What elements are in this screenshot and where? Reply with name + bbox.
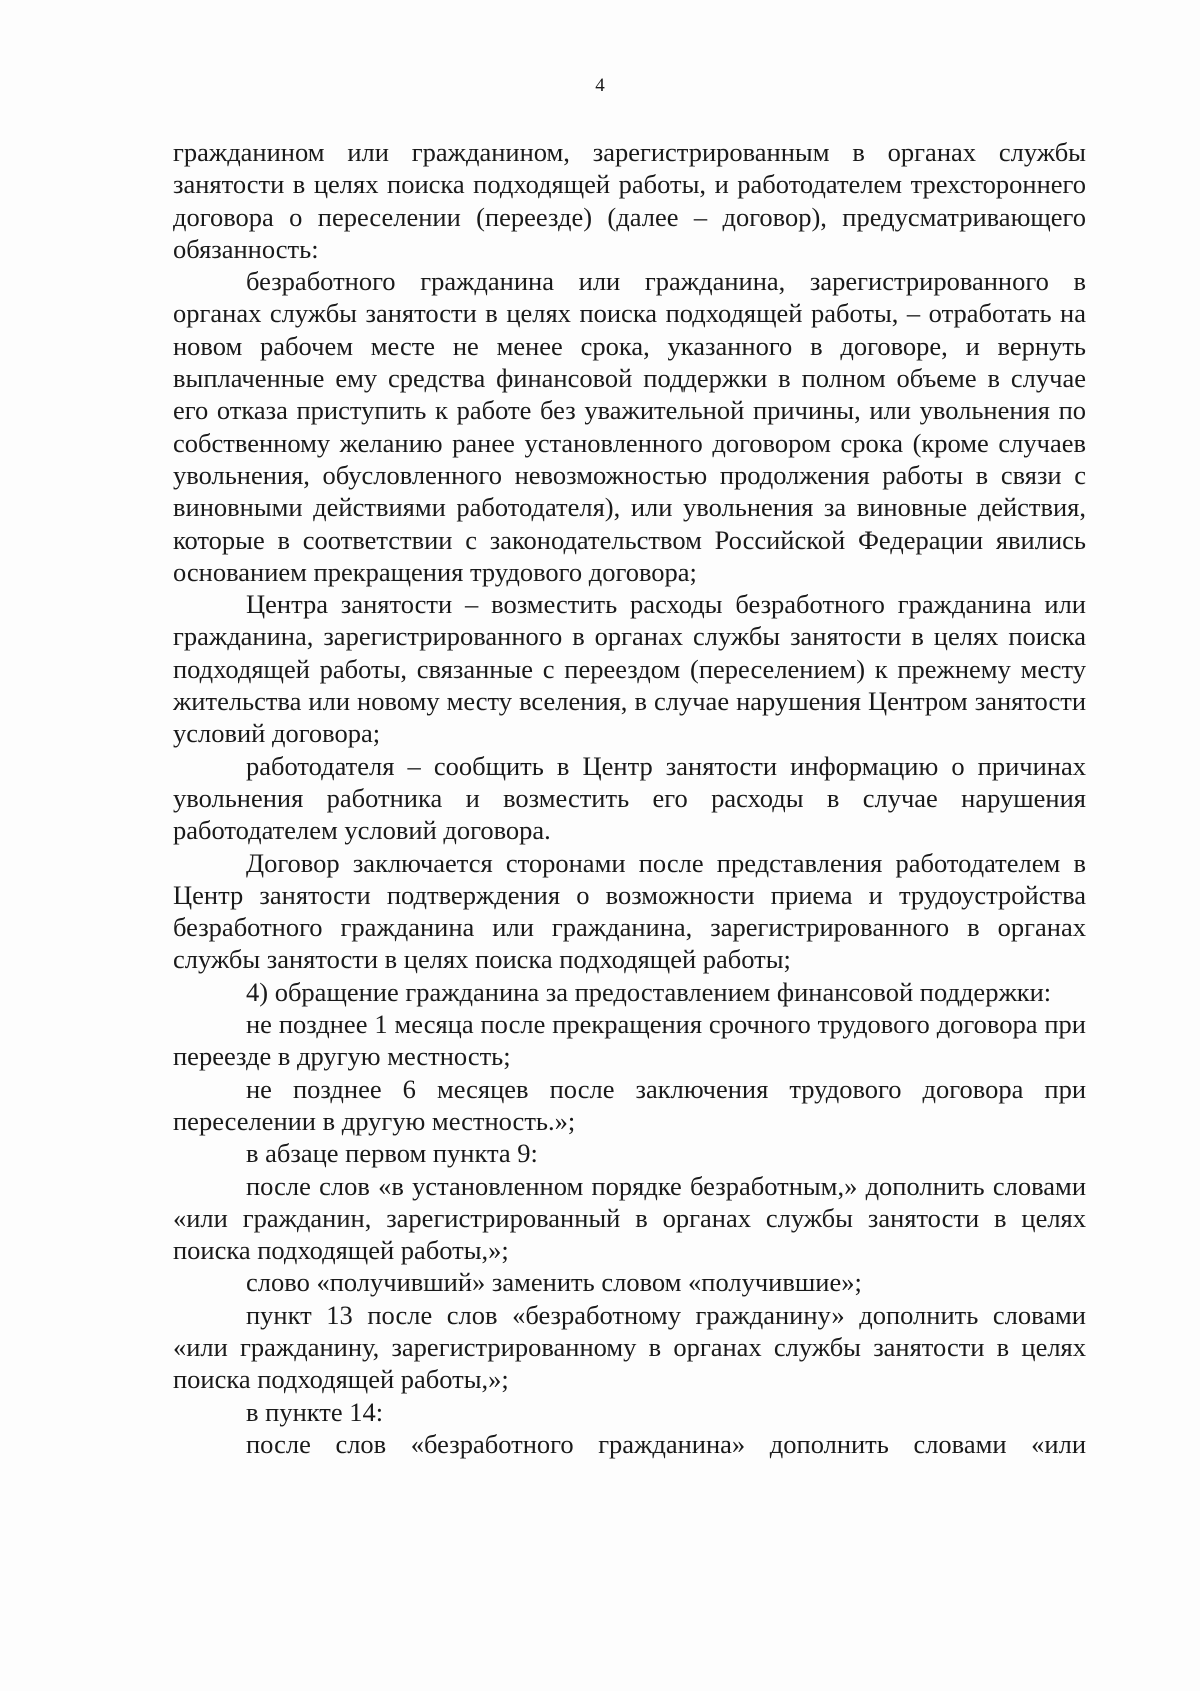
paragraph: Договор заключается сторонами после представления работодателем в Центр занятости подтверждения о возможности приема и трудоустройства безработного гражданина или гражданина, зарегистрированного в органах службы занятости в целях поиска подходящей работы; [173,847,1086,975]
page-number: 4 [595,75,605,96]
paragraph: работодателя – сообщить в Центр занятости информацию о причинах увольнения работника и возместить его расходы в случае нарушения работодателем условий договора. [173,750,1086,846]
paragraph: безработного гражданина или гражданина, зарегистрированного в органах службы занятости в целях поиска подходящей работы, – отработать на новом рабочем месте не менее срока, указанного в договоре, и вернуть выплаченные ему средства финансовой поддержки в полном объеме в случае его отказа приступить к работе без уважительной причины, или увольнения по собственному желанию ранее установленного договором срока (кроме случаев увольнения, обусловленного невозможностью продолжения работы в связи с виновными действиями работодателя), или увольнения за виновные действия, которые в соответствии с законодательством Российской Федерации явились основанием прекращения трудового договора; [173,266,1086,587]
paragraph: гражданином или гражданином, зарегистрированным в органах службы занятости в целях поиска подходящей работы, и работодателем трехстороннего договора о переселении (переезде) (далее – договор), предусматривающего обязанность: [173,137,1086,264]
paragraph: слово «получивший» заменить словом «получившие»; [246,1267,862,1298]
paragraph: Центра занятости – возместить расходы безработного гражданина или гражданина, зарегистрированного в органах службы занятости в целях поиска подходящей работы, связанные с переездом (переселением) к прежнему месту жительства или новому месту вселения, в случае нарушения Центром занятости условий договора; [173,589,1086,749]
paragraph: после слов «в установленном порядке безработным,» дополнить словами «или гражданин, зарегистрированный в органах службы занятости в целях поиска подходящей работы,»; [173,1170,1086,1266]
paragraph: 4) обращение гражданина за предоставлением финансовой поддержки: [246,976,1052,1007]
paragraph: в абзаце первом пункта 9: [246,1138,538,1169]
paragraph: не позднее 6 месяцев после заключения трудового договора при переселении в другую местность.»; [173,1073,1086,1136]
paragraph: не позднее 1 месяца после прекращения срочного трудового договора при переезде в другую местность; [173,1009,1086,1072]
paragraph: в пункте 14: [246,1396,384,1427]
paragraph: после слов «безработного гражданина» дополнить словами «или [246,1428,1086,1459]
document-body [173,136,1086,1460]
paragraph: пункт 13 после слов «безработному гражданину» дополнить словами «или гражданину, зарегистрированному в органах службы занятости в целях поиска подходящей работы,»; [173,1299,1086,1395]
